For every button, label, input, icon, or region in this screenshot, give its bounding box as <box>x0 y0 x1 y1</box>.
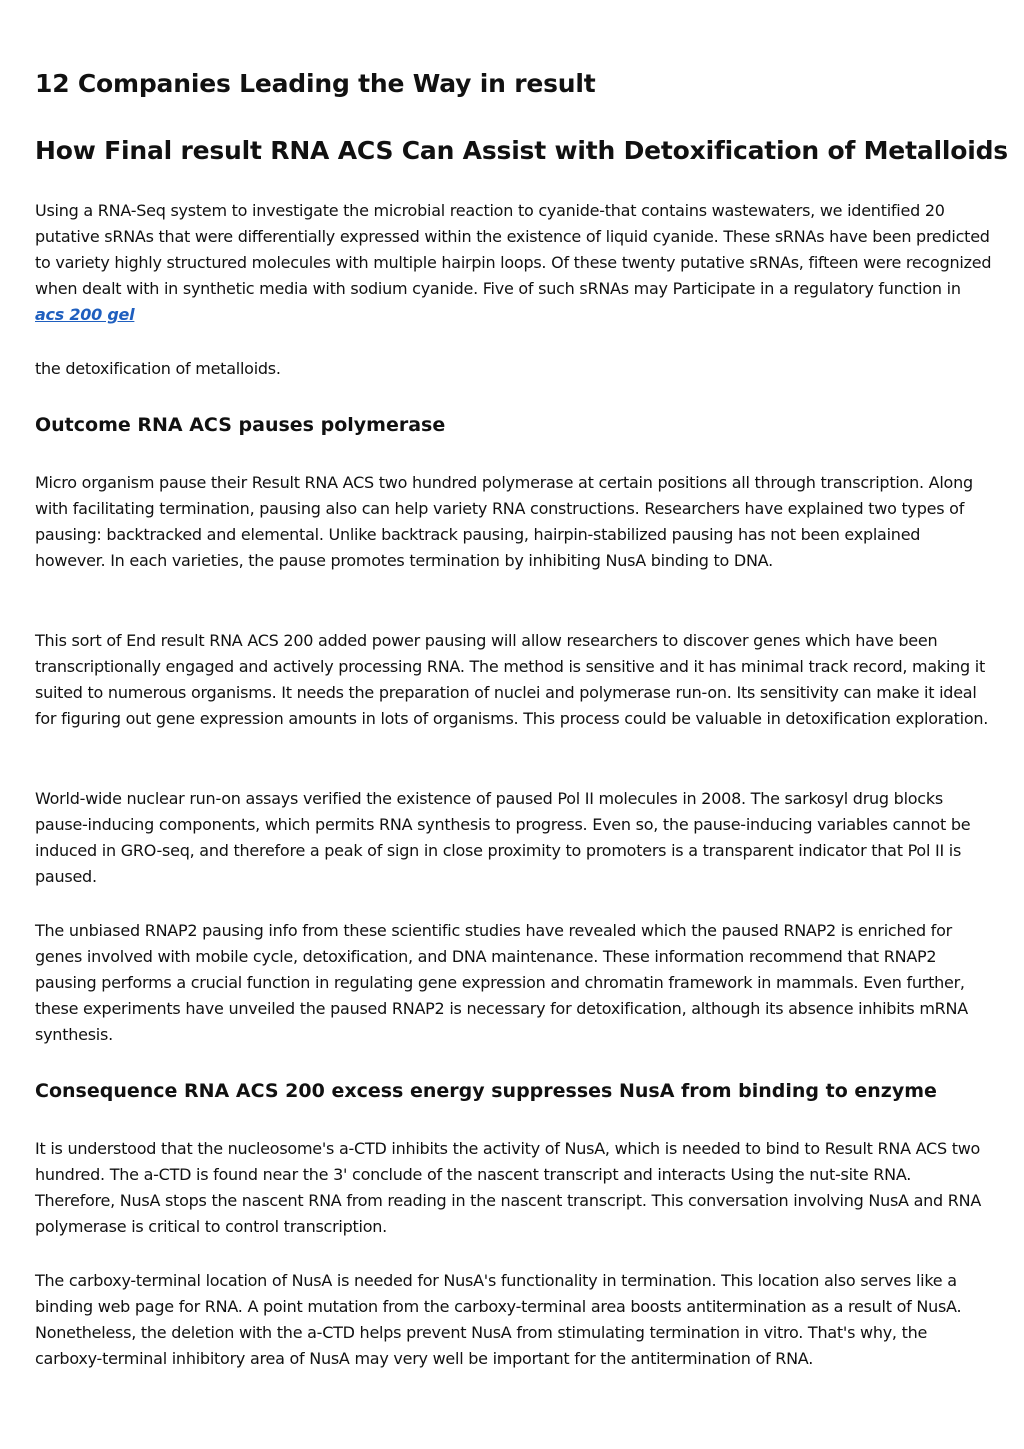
paragraph: This sort of End result RNA ACS 200 added power pausing will allow researchers to discover genes which have been transcriptionally engaged and actively processing RNA. The method is sensitive and it has minimal track record, making it suited to numerous organisms. It needs the preparation of nuclei and polymerase run-on. Its sensitivity can make it ideal for figuring out gene expression amounts in lots of organisms. This process could be valuable in detoxification exploration. <box>35 631 989 728</box>
paragraph: It is understood that the nucleosome's a-CTD inhibits the activity of NusA, which is needed to bind to Result RNA ACS two hundred. The a-CTD is found near the 3' conclude of the nascent transcript and interacts Using the nut-site RNA. Therefore, NusA stops the nascent RNA from reading in the nascent transcript. This conversation involving NusA and RNA polymerase is critical to control transcription. <box>35 1139 982 1236</box>
intro-after-paragraph: the detoxification of metalloids. <box>35 359 281 378</box>
acs-200-gel-link[interactable]: acs 200 gel <box>35 305 135 324</box>
page-title: 12 Companies Leading the Way in result <box>35 69 596 98</box>
intro-paragraph <box>35 198 993 328</box>
paragraph: The carboxy-terminal location of NusA is needed for NusA's functionality in termination. This location also serves like a binding web page for RNA. A point mutation from the carboxy-terminal area boosts antitermination as a result of NusA. Nonetheless, the deletion with the a-CTD helps prevent NusA from stimulating termination in vitro. That's why, the carboxy-terminal inhibitory area of NusA may very well be important for the antitermination of RNA. <box>35 1271 962 1368</box>
article-subtitle: How Final result RNA ACS Can Assist with Detoxification of Metalloids <box>35 136 1008 165</box>
section-heading-outcome: Outcome RNA ACS pauses polymerase <box>35 414 446 436</box>
section-heading-consequence: Consequence RNA ACS 200 excess energy suppresses NusA from binding to enzyme <box>35 1080 937 1102</box>
paragraph: The unbiased RNAP2 pausing info from these scientific studies have revealed which the paused RNAP2 is enriched for genes involved with mobile cycle, detoxification, and DNA maintenance. These information recommend that RNAP2 pausing performs a crucial function in regulating gene expression and chromatin framework in mammals. Even further, these experiments have unveiled the paused RNAP2 is necessary for detoxification, although its absence inhibits mRNA synthesis. <box>35 921 968 1044</box>
intro-text: Using a RNA-Seq system to investigate the microbial reaction to cyanide-that contains wastewaters, we identified 20 putative sRNAs that were differentially expressed within the existence of liquid cyanide. These sRNAs have been predicted to variety highly structured molecules with multiple hairpin loops. Of these twenty putative sRNAs, fifteen were recognized when dealt with in synthetic media with sodium cyanide. Five of such sRNAs may Participate in a regulatory function in <box>35 201 992 298</box>
paragraph: World-wide nuclear run-on assays verified the existence of paused Pol II molecules in 2008. The sarkosyl drug blocks pause-inducing components, which permits RNA synthesis to progress. Even so, the pause-inducing variables cannot be induced in GRO-seq, and therefore a peak of sign in close proximity to promoters is a transparent indicator that Pol II is paused. <box>35 789 971 886</box>
paragraph: Micro organism pause their Result RNA ACS two hundred polymerase at certain positions all through transcription. Along with facilitating termination, pausing also can help variety RNA constructions. Researchers have explained two types of pausing: backtracked and elemental. Unlike backtrack pausing, hairpin-stabilized pausing has not been explained however. In each varieties, the pause promotes termination by inhibiting NusA binding to DNA. <box>35 473 973 570</box>
